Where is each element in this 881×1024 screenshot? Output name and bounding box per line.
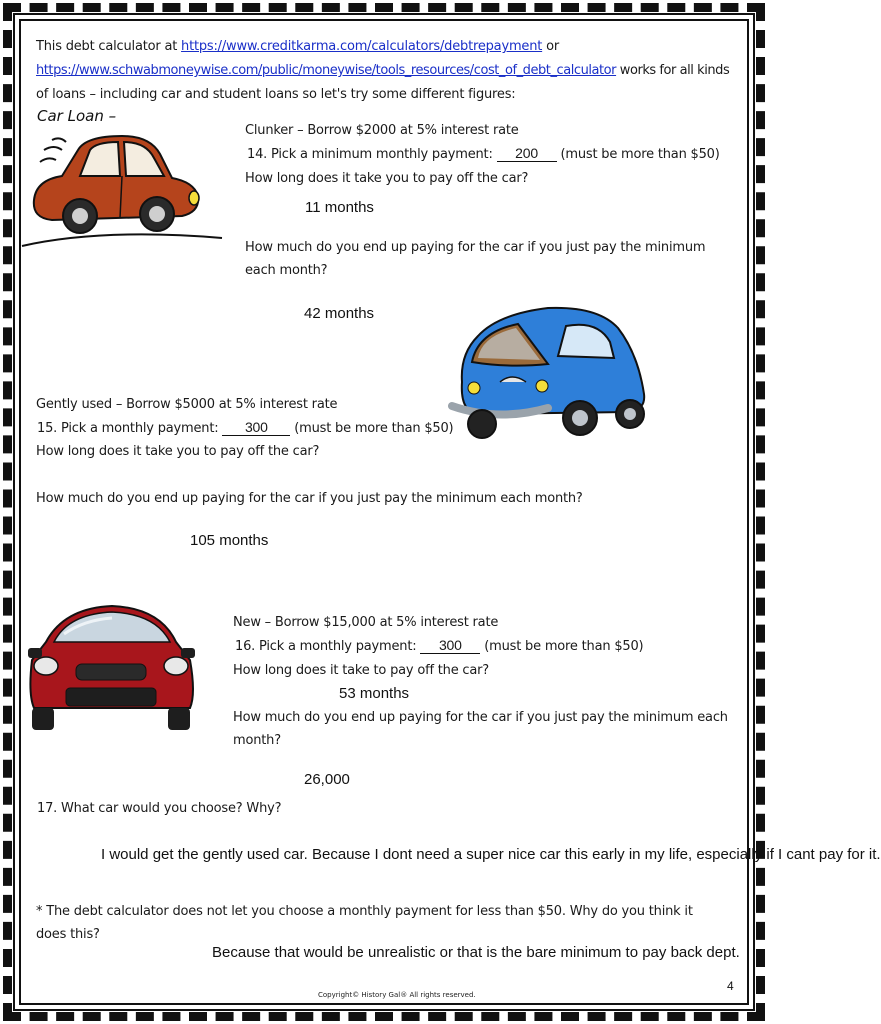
footnote-question: * The debt calculator does not let you choose a monthly payment for less than $50. Why do you think it does this?: [36, 904, 693, 942]
q16-line: [235, 635, 643, 658]
intro-line-2: [36, 59, 729, 82]
q15-howmuch-answer[interactable]: 105 months: [190, 532, 269, 549]
q17-question: 17. What car would you choose? Why?: [37, 801, 282, 816]
q16-howlong-answer[interactable]: 53 months: [339, 685, 410, 702]
q16-howmuch-question: How much do you end up paying for the car if you just pay the minimum each month?: [233, 710, 728, 748]
q15-line: [37, 417, 453, 440]
q16-howmuch-answer[interactable]: 26,000: [304, 771, 350, 788]
used-car-image: [448, 302, 658, 440]
q14-prompt: 14. Pick a minimum monthly payment:: [247, 147, 497, 162]
q15-constraint: (must be more than $50): [290, 421, 454, 436]
q15-prompt: 15. Pick a monthly payment:: [37, 421, 223, 436]
clunker-car-image: [22, 128, 227, 250]
q14-howmuch-question: How much do you end up paying for the car if you just pay the minimum each month?: [245, 240, 706, 278]
intro-line-3: of loans – including car and student loans so let's try some different figures:: [36, 87, 516, 102]
q16-constraint: (must be more than $50): [480, 639, 644, 654]
q15-payment-field[interactable]: 300: [222, 419, 290, 436]
copyright-notice: Copyright© History Gal® All rights reserved.: [318, 991, 476, 999]
intro-line1-suffix: or: [542, 39, 559, 54]
intro-line2-suffix: works for all kinds: [616, 63, 730, 78]
q14-line: [247, 143, 720, 166]
q16-payment-field[interactable]: 300: [420, 637, 480, 654]
q17-answer[interactable]: I would get the gently used car. Because I dont need a super nice car this early in my life, especially if I cant pay for it.: [101, 846, 881, 863]
q14-constraint: (must be more than $50): [556, 147, 720, 162]
q15-howmuch-question: How much do you end up paying for the car if you just pay the minimum each month?: [36, 491, 583, 506]
new-car-title: New – Borrow $15,000 at 5% interest rate: [233, 615, 499, 630]
new-car-image: [24, 604, 199, 734]
page-number: 4: [727, 979, 734, 993]
car-loan-heading: Car Loan –: [37, 107, 117, 125]
q14-payment-field[interactable]: 200: [497, 145, 557, 162]
footnote-answer[interactable]: Because that would be unrealistic or that is the bare minimum to pay back dept.: [212, 944, 740, 961]
q14-howmuch-answer[interactable]: 42 months: [304, 305, 375, 322]
creditkarma-link[interactable]: https://www.creditkarma.com/calculators/debtrepayment: [181, 39, 543, 54]
q16-prompt: 16. Pick a monthly payment:: [235, 639, 421, 654]
schwab-link[interactable]: https://www.schwabmoneywise.com/public/moneywise/tools_resources/cost_of_debt_calculator: [36, 63, 617, 78]
clunker-title: Clunker – Borrow $2000 at 5% interest rate: [245, 123, 519, 138]
q16-howlong-question: How long does it take to pay off the car?: [233, 663, 489, 678]
q15-howlong-question: How long does it take you to pay off the car?: [36, 444, 320, 459]
q14-howlong-question: How long does it take you to pay off the car?: [245, 171, 529, 186]
intro-line1-prefix: This debt calculator at: [36, 39, 182, 54]
intro-line-1: [36, 35, 559, 58]
gently-used-title: Gently used – Borrow $5000 at 5% interest rate: [36, 397, 338, 412]
q14-howlong-answer[interactable]: 11 months: [305, 199, 374, 216]
